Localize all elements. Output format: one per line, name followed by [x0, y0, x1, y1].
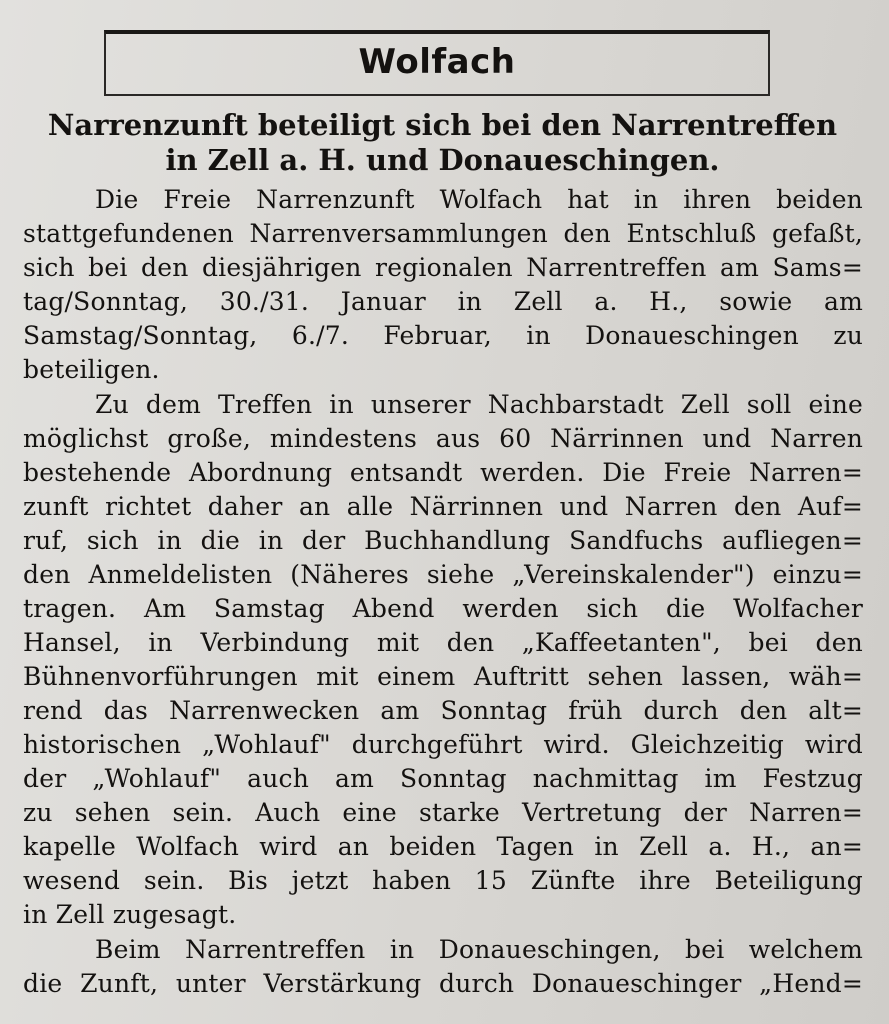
section-title: Wolfach [358, 42, 516, 82]
body-line: Hansel, in Verbindung mit den „Kaffeetanten", bei den [23, 628, 863, 657]
body-line: der „Wohlauf" auch am Sonntag nachmittag im Festzug [23, 764, 863, 793]
body-line: Bühnenvorführungen mit einem Auftritt sehen lassen, wäh= [23, 662, 863, 691]
body-line: Zu dem Treffen in unserer Nachbarstadt Zell soll eine [95, 390, 863, 419]
body-line: zunft richtet daher an alle Närrinnen und Narren den Auf= [23, 492, 863, 521]
body-line: Die Freie Narrenzunft Wolfach hat in ihren beiden [95, 185, 863, 214]
body-line: wesend sein. Bis jetzt haben 15 Zünfte ihre Beteiligung [23, 866, 863, 895]
headline-line-2: in Zell a. H. und Donaueschingen. [165, 143, 720, 177]
body-line: Beim Narrentreffen in Donaueschingen, bei welchem [95, 935, 863, 964]
body-line: in Zell zugesagt. [23, 900, 237, 929]
body-line: möglichst große, mindestens aus 60 Närrinnen und Narren [23, 424, 863, 453]
body-line: sich bei den diesjährigen regionalen Narrentreffen am Sams= [23, 253, 863, 282]
body-line: tag/Sonntag, 30./31. Januar in Zell a. H., sowie am [23, 287, 863, 316]
body-line: kapelle Wolfach wird an beiden Tagen in Zell a. H., an= [23, 832, 863, 861]
body-line: rend das Narrenwecken am Sonntag früh durch den alt= [23, 696, 863, 725]
body-line: tragen. Am Samstag Abend werden sich die Wolfacher [23, 594, 863, 623]
headline-line-1: Narrenzunft beteiligt sich bei den Narrentreffen [47, 108, 838, 142]
body-line: historischen „Wohlauf" durchgeführt wird. Gleichzeitig wird [23, 730, 863, 759]
body-line: zu sehen sein. Auch eine starke Vertretung der Narren= [23, 798, 863, 827]
body-line: stattgefundenen Narrenversammlungen den Entschluß gefaßt, [23, 219, 863, 248]
body-line: ruf, sich in die in der Buchhandlung Sandfuchs aufliegen= [23, 526, 863, 555]
body-line: den Anmeldelisten (Näheres siehe „Vereinskalender") einzu= [23, 560, 863, 589]
section-header-box [104, 30, 770, 96]
body-line: bestehende Abordnung entsandt werden. Die Freie Narren= [23, 458, 863, 487]
body-line: beteiligen. [23, 355, 160, 384]
body-line: Samstag/Sonntag, 6./7. Februar, in Donaueschingen zu [23, 321, 863, 350]
body-line: die Zunft, unter Verstärkung durch Donaueschinger „Hend= [23, 969, 863, 998]
